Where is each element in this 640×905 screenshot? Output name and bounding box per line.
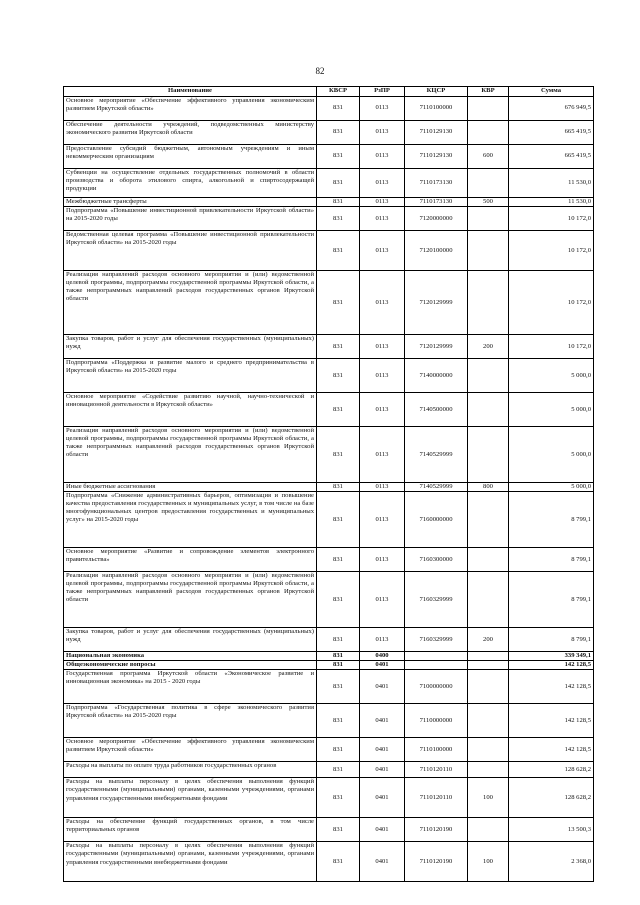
- table-row: [64, 572, 594, 628]
- table-row: [64, 335, 594, 359]
- cell-kcsr: 7110129130: [405, 121, 468, 145]
- cell-kvsr: 831: [317, 661, 360, 670]
- cell-sum: 5 000,0: [509, 393, 594, 427]
- table-row: [64, 818, 594, 842]
- cell-kvr: 800: [468, 483, 509, 492]
- cell-kvsr: 831: [317, 359, 360, 393]
- cell-sum: 665 419,5: [509, 145, 594, 169]
- cell-name: Расходы на выплаты персоналу в целях обеспечения выполнения функций государственными (муниципальными) органами, казенными учреждениями, органами управления государственными внебюджетными фондами: [64, 778, 317, 818]
- table-row: [64, 661, 594, 670]
- table-row: [64, 842, 594, 882]
- cell-sum: 339 349,1: [509, 652, 594, 661]
- cell-sum: 128 628,2: [509, 778, 594, 818]
- cell-rzpr: 0113: [360, 169, 405, 198]
- cell-kvr: 100: [468, 842, 509, 882]
- cell-kvsr: 831: [317, 548, 360, 572]
- cell-kcsr: 7110173130: [405, 198, 468, 207]
- table-row: [64, 207, 594, 231]
- budget-table: [63, 86, 594, 882]
- cell-kcsr: 7120000000: [405, 207, 468, 231]
- cell-rzpr: 0113: [360, 231, 405, 271]
- cell-sum: 128 628,2: [509, 762, 594, 778]
- cell-kvsr: 831: [317, 492, 360, 548]
- cell-kcsr: 7140529999: [405, 427, 468, 483]
- cell-rzpr: 0113: [360, 548, 405, 572]
- cell-sum: 11 530,0: [509, 198, 594, 207]
- cell-name: Закупка товаров, работ и услуг для обеспечения государственных (муниципальных) нужд: [64, 335, 317, 359]
- cell-sum: 2 368,0: [509, 842, 594, 882]
- cell-name: Межбюджетные трансферты: [64, 198, 317, 207]
- cell-kvr: [468, 738, 509, 762]
- cell-kvr: [468, 359, 509, 393]
- table-row: [64, 97, 594, 121]
- col-header-kcsr: КЦСР: [405, 87, 468, 97]
- cell-name: Основное мероприятие «Содействие развитию научной, научно-технической и инновационной деятельности в Иркутской области»: [64, 393, 317, 427]
- cell-kcsr: 7110100000: [405, 97, 468, 121]
- cell-rzpr: 0113: [360, 483, 405, 492]
- cell-kvr: [468, 271, 509, 335]
- cell-sum: 142 128,5: [509, 738, 594, 762]
- cell-rzpr: 0113: [360, 97, 405, 121]
- cell-name: Подпрограмма «Повышение инвестиционной привлекательности Иркутской области» на 2015-2020 годы: [64, 207, 317, 231]
- table-row: [64, 652, 594, 661]
- cell-sum: 142 128,5: [509, 670, 594, 704]
- cell-sum: 13 500,3: [509, 818, 594, 842]
- cell-kcsr: 7110120110: [405, 762, 468, 778]
- cell-kcsr: 7140529999: [405, 483, 468, 492]
- table-row: [64, 169, 594, 198]
- cell-kvsr: 831: [317, 572, 360, 628]
- cell-kvsr: 831: [317, 427, 360, 483]
- cell-kvsr: 831: [317, 762, 360, 778]
- cell-sum: 676 949,5: [509, 97, 594, 121]
- table-row: [64, 670, 594, 704]
- cell-kcsr: 7110000000: [405, 704, 468, 738]
- cell-sum: 665 419,5: [509, 121, 594, 145]
- cell-kvsr: 831: [317, 842, 360, 882]
- cell-kvr: [468, 548, 509, 572]
- cell-name: Закупка товаров, работ и услуг для обеспечения государственных (муниципальных) нужд: [64, 628, 317, 652]
- table-row: [64, 778, 594, 818]
- cell-rzpr: 0113: [360, 121, 405, 145]
- cell-kcsr: 7120100000: [405, 231, 468, 271]
- page-number: 82: [315, 66, 325, 76]
- cell-kvr: [468, 652, 509, 661]
- cell-rzpr: 0401: [360, 778, 405, 818]
- cell-kvsr: 831: [317, 628, 360, 652]
- table-row: [64, 121, 594, 145]
- cell-sum: 142 128,5: [509, 704, 594, 738]
- cell-name: Государственная программа Иркутской области «Экономическое развитие и инновационная экономика» на 2015 - 2020 годы: [64, 670, 317, 704]
- cell-rzpr: 0401: [360, 762, 405, 778]
- cell-kcsr: 7140000000: [405, 359, 468, 393]
- cell-kcsr: [405, 661, 468, 670]
- cell-kvr: [468, 818, 509, 842]
- cell-kcsr: 7120129999: [405, 271, 468, 335]
- cell-sum: 5 000,0: [509, 359, 594, 393]
- cell-kvsr: 831: [317, 778, 360, 818]
- table-row: [64, 704, 594, 738]
- cell-kcsr: 7160329999: [405, 572, 468, 628]
- cell-kvsr: 831: [317, 169, 360, 198]
- cell-name: Расходы на обеспечение функций государственных органов, в том числе территориальных органов: [64, 818, 317, 842]
- cell-kvsr: 831: [317, 738, 360, 762]
- cell-name: Реализация направлений расходов основного мероприятия и (или) ведомственной целевой программы, подпрограммы государственной программы Иркутской области, а также непрограммных направлений расходов государственных органов Иркутской области: [64, 427, 317, 483]
- cell-rzpr: 0113: [360, 427, 405, 483]
- cell-rzpr: 0401: [360, 818, 405, 842]
- cell-rzpr: 0113: [360, 271, 405, 335]
- cell-name: Основное мероприятие «Обеспечение эффективного управления экономическим развитием Иркутской области»: [64, 738, 317, 762]
- cell-name: Расходы на выплаты персоналу в целях обеспечения выполнения функций государственными (муниципальными) органами, казенными учреждениями, органами управления государственными внебюджетными фондами: [64, 842, 317, 882]
- col-header-sum: Сумма: [509, 87, 594, 97]
- cell-kcsr: 7110120190: [405, 818, 468, 842]
- cell-kcsr: 7160000000: [405, 492, 468, 548]
- cell-kcsr: 7110129130: [405, 145, 468, 169]
- cell-rzpr: 0113: [360, 393, 405, 427]
- cell-kvr: 200: [468, 335, 509, 359]
- cell-kvsr: 831: [317, 271, 360, 335]
- cell-name: Подпрограмма «Поддержка и развитие малого и среднего предпринимательства в Иркутской области» на 2015-2020 годы: [64, 359, 317, 393]
- cell-kcsr: 7160300000: [405, 548, 468, 572]
- cell-kvsr: 831: [317, 231, 360, 271]
- cell-name: Обеспечение деятельности учреждений, подведомственных министерству экономического развития Иркутской области: [64, 121, 317, 145]
- cell-rzpr: 0401: [360, 842, 405, 882]
- cell-sum: 5 000,0: [509, 427, 594, 483]
- cell-sum: 10 172,0: [509, 231, 594, 271]
- cell-sum: 10 172,0: [509, 207, 594, 231]
- cell-kcsr: 7120129999: [405, 335, 468, 359]
- table-row: [64, 628, 594, 652]
- col-header-name: Наименование: [64, 87, 317, 97]
- cell-name: Расходы на выплаты по оплате труда работников государственных органов: [64, 762, 317, 778]
- cell-kvsr: 831: [317, 121, 360, 145]
- cell-name: Основное мероприятие «Развитие и сопровождение элементов электронного правительства»: [64, 548, 317, 572]
- cell-name: Реализация направлений расходов основного мероприятия и (или) ведомственной целевой программы, подпрограммы государственной программы Иркутской области, а также непрограммных направлений расходов государственных органов Иркутской области: [64, 271, 317, 335]
- cell-sum: 8 799,1: [509, 628, 594, 652]
- col-header-kvr: КВР: [468, 87, 509, 97]
- table-row: [64, 762, 594, 778]
- cell-name: Основное мероприятие «Обеспечение эффективного управления экономическим развитием Иркутской области»: [64, 97, 317, 121]
- cell-rzpr: 0113: [360, 207, 405, 231]
- table-row: [64, 393, 594, 427]
- cell-kvsr: 831: [317, 704, 360, 738]
- cell-kcsr: 7110120110: [405, 778, 468, 818]
- cell-kvsr: 831: [317, 335, 360, 359]
- cell-kcsr: [405, 652, 468, 661]
- cell-name: Национальная экономика: [64, 652, 317, 661]
- cell-rzpr: 0113: [360, 492, 405, 548]
- table-body: [64, 97, 594, 882]
- cell-kvr: [468, 704, 509, 738]
- col-header-kvsr: КВСР: [317, 87, 360, 97]
- cell-sum: 5 000,0: [509, 483, 594, 492]
- cell-name: Субвенции на осуществление отдельных государственных полномочий в области производства и оборота этилового спирта, алкогольной и спиртосодержащей продукции: [64, 169, 317, 198]
- cell-rzpr: 0113: [360, 335, 405, 359]
- cell-sum: 8 799,1: [509, 492, 594, 548]
- cell-kvsr: 831: [317, 198, 360, 207]
- cell-rzpr: 0113: [360, 145, 405, 169]
- table-row: [64, 548, 594, 572]
- cell-name: Подпрограмма «Снижение административных барьеров, оптимизация и повышение качества предоставления государственных и муниципальных услуг, в том числе на базе многофункциональных центров предоставления государственных и муниципальных услуг» на 2015-2020 годы: [64, 492, 317, 548]
- cell-kvr: [468, 121, 509, 145]
- cell-kvr: [468, 427, 509, 483]
- cell-rzpr: 0401: [360, 738, 405, 762]
- table-row: [64, 492, 594, 548]
- cell-sum: 11 530,0: [509, 169, 594, 198]
- cell-kvsr: 831: [317, 652, 360, 661]
- cell-rzpr: 0113: [360, 359, 405, 393]
- cell-kvr: [468, 492, 509, 548]
- cell-kvsr: 831: [317, 670, 360, 704]
- cell-kvr: [468, 207, 509, 231]
- cell-rzpr: 0113: [360, 572, 405, 628]
- cell-kvr: [468, 393, 509, 427]
- cell-name: Реализация направлений расходов основного мероприятия и (или) ведомственной целевой программы, подпрограммы государственной программы Иркутской области, а также непрограммных направлений расходов государственных органов Иркутской области: [64, 572, 317, 628]
- cell-rzpr: 0113: [360, 628, 405, 652]
- cell-name: Ведомственная целевая программа «Повышение инвестиционной привлекательности Иркутской области» на 2015-2020 годы: [64, 231, 317, 271]
- cell-name: Предоставление субсидий бюджетным, автономным учреждениям и иным некоммерческим организациям: [64, 145, 317, 169]
- cell-name: Иные бюджетные ассигнования: [64, 483, 317, 492]
- cell-kvr: [468, 661, 509, 670]
- cell-sum: 142 128,5: [509, 661, 594, 670]
- cell-sum: 10 172,0: [509, 335, 594, 359]
- table-row: [64, 738, 594, 762]
- cell-kvr: [468, 762, 509, 778]
- cell-rzpr: 0400: [360, 652, 405, 661]
- cell-rzpr: 0401: [360, 670, 405, 704]
- table-row: [64, 359, 594, 393]
- cell-rzpr: 0401: [360, 704, 405, 738]
- cell-kvr: 500: [468, 198, 509, 207]
- cell-kvsr: 831: [317, 483, 360, 492]
- cell-kcsr: 7110120190: [405, 842, 468, 882]
- table-row: [64, 271, 594, 335]
- cell-kvr: 200: [468, 628, 509, 652]
- cell-kvsr: 831: [317, 97, 360, 121]
- cell-kcsr: 7100000000: [405, 670, 468, 704]
- col-header-rzpr: РзПР: [360, 87, 405, 97]
- table-header-row: [64, 87, 594, 97]
- table-row: [64, 483, 594, 492]
- table-row: [64, 198, 594, 207]
- cell-kvr: [468, 670, 509, 704]
- cell-kvsr: 831: [317, 393, 360, 427]
- cell-kcsr: 7110173130: [405, 169, 468, 198]
- cell-kvr: [468, 231, 509, 271]
- table-row: [64, 231, 594, 271]
- cell-rzpr: 0401: [360, 661, 405, 670]
- cell-name: Общеэкономические вопросы: [64, 661, 317, 670]
- cell-kvsr: 831: [317, 207, 360, 231]
- table-row: [64, 145, 594, 169]
- cell-sum: 10 172,0: [509, 271, 594, 335]
- cell-kcsr: 7160329999: [405, 628, 468, 652]
- cell-sum: 8 799,1: [509, 548, 594, 572]
- cell-kvr: 600: [468, 145, 509, 169]
- cell-kcsr: 7110100000: [405, 738, 468, 762]
- cell-kvr: [468, 572, 509, 628]
- cell-name: Подпрограмма «Государственная политика в сфере экономического развития Иркутской области» на 2015-2020 годы: [64, 704, 317, 738]
- cell-kvsr: 831: [317, 145, 360, 169]
- cell-kvr: [468, 169, 509, 198]
- table-row: [64, 427, 594, 483]
- cell-kvr: 100: [468, 778, 509, 818]
- cell-kcsr: 7140500000: [405, 393, 468, 427]
- cell-sum: 8 799,1: [509, 572, 594, 628]
- cell-rzpr: 0113: [360, 198, 405, 207]
- cell-kvr: [468, 97, 509, 121]
- cell-kvsr: 831: [317, 818, 360, 842]
